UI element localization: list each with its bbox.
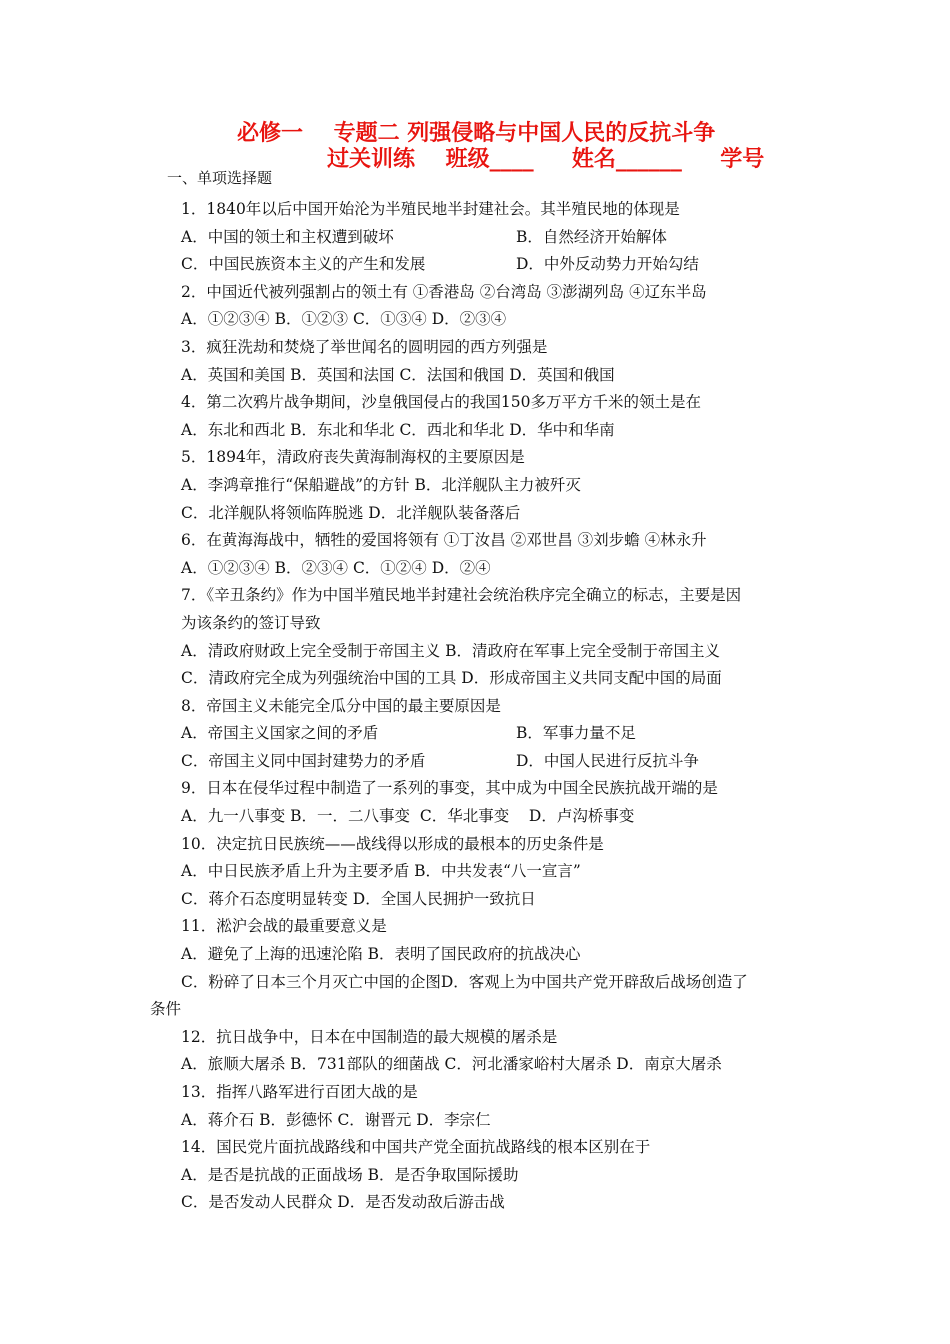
question-stem: 5．1894年，清政府丧失黄海制海权的主要原因是 xyxy=(181,448,525,467)
option-row: C．北洋舰队将领临阵脱逃 D．北洋舰队装备落后 xyxy=(181,503,521,522)
option-row: A．①②③④ B．①②③ C．①③④ D．②③④ xyxy=(181,310,507,329)
section-heading: 一、单项选择题 xyxy=(167,169,273,187)
option-text: B．军事力量不足 xyxy=(516,724,636,743)
question-stem: 2．中国近代被列强割占的领土有 ①香港岛 ②台湾岛 ③澎湖列岛 ④辽东半岛 xyxy=(181,282,707,301)
document-title: 必修一 专题二 列强侵略与中国人民的反抗斗争 xyxy=(237,121,716,146)
option-row xyxy=(150,251,810,279)
option-row: C．蒋介石态度明显转变 D．全国人民拥护一致抗日 xyxy=(181,889,536,908)
question-stem: 3．疯狂洗劫和焚烧了举世闻名的圆明园的西方列强是 xyxy=(181,337,548,356)
option-row: 为该条约的签订导致 xyxy=(181,613,321,632)
option-row: C．是否发动人民群众 D．是否发动敌后游击战 xyxy=(181,1193,505,1212)
option-row: A．东北和西北 B．东北和华北 C．西北和华北 D．华中和华南 xyxy=(181,420,615,439)
option-row: A．中日民族矛盾上升为主要矛盾 B．中共发表“八一宣言” xyxy=(181,862,581,881)
question-stem: 14．国民党片面抗战路线和中国共产党全面抗战路线的根本区别在于 xyxy=(181,1138,651,1157)
option-row: A．英国和美国 B．英国和法国 C．法国和俄国 D．英国和俄国 xyxy=(181,365,615,384)
option-row: A．是否是抗战的正面战场 B．是否争取国际援助 xyxy=(181,1165,519,1184)
option-row: A．九一八事变 B．一．二八事变 C．华北事变 D．卢沟桥事变 xyxy=(181,807,635,826)
question-stem: 6．在黄海海战中，牺牲的爱国将领有 ①丁汝昌 ②邓世昌 ③刘步蟾 ④林永升 xyxy=(181,531,707,550)
option-text: A．中国的领土和主权遭到破坏 xyxy=(181,227,394,246)
option-row: A．李鸿章推行“保船避战”的方针 B．北洋舰队主力被歼灭 xyxy=(181,475,581,494)
question-list xyxy=(150,196,810,1217)
document-subtitle: 过关训练 班级____ 姓名______ 学号 xyxy=(327,147,765,172)
question-stem: 10．决定抗日民族统——战线得以形成的最根本的历史条件是 xyxy=(181,834,604,853)
option-text: D．中国人民进行反抗斗争 xyxy=(516,751,699,770)
option-row: C．清政府完全成为列强统治中国的工具 D．形成帝国主义共同支配中国的局面 xyxy=(181,669,722,688)
option-text: B．自然经济开始解体 xyxy=(516,227,667,246)
question-stem: 9．日本在侵华过程中制造了一系列的事变，其中成为中国全民族抗战开端的是 xyxy=(181,779,718,798)
option-row: A．蒋介石 B．彭德怀 C．谢晋元 D．李宗仁 xyxy=(181,1110,491,1129)
option-row: C．粉碎了日本三个月灭亡中国的企图D．客观上为中国共产党开辟敌后战场创造了 xyxy=(181,972,748,991)
option-row: A．①②③④ B．②③④ C．①②④ D．②④ xyxy=(181,558,491,577)
option-text: C．帝国主义同中国封建势力的矛盾 xyxy=(181,751,426,770)
option-row: A．旅顺大屠杀 B．731部队的细菌战 C．河北潘家峪村大屠杀 D．南京大屠杀 xyxy=(181,1055,722,1074)
option-row: A．避免了上海的迅速沦陷 B．表明了国民政府的抗战决心 xyxy=(181,945,581,964)
text-continuation: 条件 xyxy=(150,1000,182,1019)
question-stem: 4．第二次鸦片战争期间，沙皇俄国侵占的我国150多万平方千米的领土是在 xyxy=(181,393,701,412)
question-stem: 7．《辛丑条约》作为中国半殖民地半封建社会统治秩序完全确立的标志，主要是因 xyxy=(181,586,742,605)
question-stem: 1．1840年以后中国开始沦为半殖民地半封建社会。其半殖民地的体现是 xyxy=(181,200,680,218)
option-text: D．中外反动势力开始勾结 xyxy=(516,255,699,274)
option-row: A．清政府财政上完全受制于帝国主义 B．清政府在军事上完全受制于帝国主义 xyxy=(181,641,721,660)
question-stem: 13．指挥八路军进行百团大战的是 xyxy=(181,1083,418,1101)
option-row xyxy=(150,748,810,776)
question-stem: 12．抗日战争中，日本在中国制造的最大规模的屠杀是 xyxy=(181,1027,558,1046)
option-text: C．中国民族资本主义的产生和发展 xyxy=(181,255,426,274)
option-row xyxy=(150,720,810,748)
option-text: A．帝国主义国家之间的矛盾 xyxy=(181,724,379,743)
question-stem: 8．帝国主义未能完全瓜分中国的最主要原因是 xyxy=(181,696,501,715)
option-row xyxy=(150,224,810,252)
question-stem: 11．淞沪会战的最重要意义是 xyxy=(181,917,387,936)
